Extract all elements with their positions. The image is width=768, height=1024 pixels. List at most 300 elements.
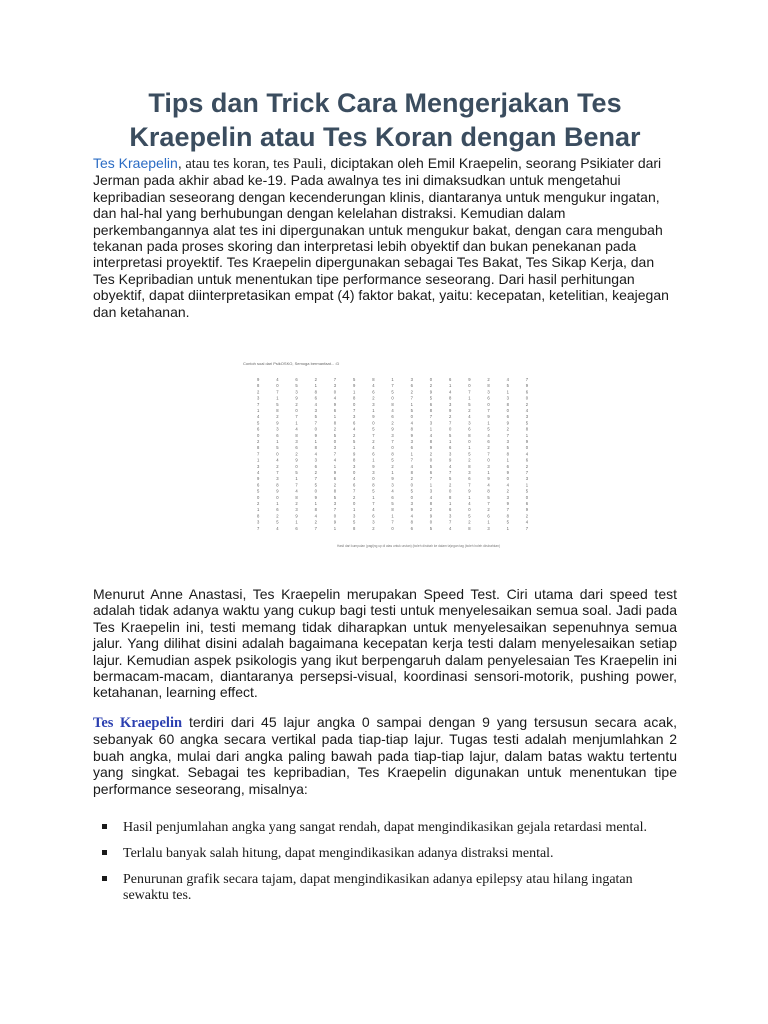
digit-cell: 6 <box>257 482 260 488</box>
sample-sheet-graphic <box>241 355 533 551</box>
digit-cell: 7 <box>391 519 394 525</box>
performance-indicator-list <box>93 820 677 904</box>
digit-cell: 0 <box>468 439 471 444</box>
digit-cell: 6 <box>525 389 529 395</box>
digit-cell: 7 <box>429 414 433 420</box>
bullet-square-icon <box>102 824 107 829</box>
digit-cell: 3 <box>372 519 375 525</box>
digit-cell: 3 <box>353 414 356 420</box>
list-item-text: Penurunan grafik secara tajam, dapat mengindikasikan adanya epilepsy atau hilang ingatan sewaktu tes. <box>123 872 633 903</box>
digit-cell: 1 <box>314 501 317 506</box>
digit-cell: 3 <box>295 439 298 444</box>
digit-cell: 2 <box>314 377 317 382</box>
figure-header-text: Contoh soal dari PsikOSKO, Semoga bermanfaat... :D <box>243 361 340 366</box>
digit-cell: 2 <box>391 420 394 426</box>
digit-cell: 9 <box>468 488 471 494</box>
digit-cell: 7 <box>391 383 394 389</box>
digit-cell: 1 <box>333 414 337 420</box>
digit-cell: 1 <box>295 420 298 426</box>
digit-cell: 3 <box>372 470 375 475</box>
digit-cell: 7 <box>353 488 356 494</box>
digit-cell: 4 <box>487 482 490 488</box>
digit-cell: 3 <box>410 377 413 382</box>
digit-cell: 1 <box>391 377 394 382</box>
digit-cell: 7 <box>449 519 452 525</box>
digit-cell: 7 <box>525 470 529 475</box>
digit-cell: 1 <box>506 525 509 531</box>
digit-cell: 9 <box>276 420 279 426</box>
digit-cell: 5 <box>506 519 509 525</box>
digit-cell: 5 <box>276 519 279 525</box>
digit-cell: 4 <box>276 377 279 382</box>
list-item <box>93 820 668 836</box>
digit-cell: 1 <box>372 457 375 463</box>
digit-cell: 3 <box>506 439 509 444</box>
digit-cell: 0 <box>449 488 452 494</box>
digit-cell: 0 <box>372 420 375 426</box>
digit-cell: 1 <box>487 420 490 426</box>
digit-column <box>507 377 510 531</box>
digit-cell: 6 <box>487 395 490 401</box>
digit-cell: 2 <box>506 426 509 432</box>
digit-cell: 2 <box>333 482 337 488</box>
digit-cell: 5 <box>487 494 490 500</box>
digit-cell: 2 <box>276 513 279 519</box>
digit-cell: 0 <box>353 501 356 506</box>
digit-cell: 8 <box>468 525 471 531</box>
digit-cell: 6 <box>525 457 529 463</box>
digit-cell: 4 <box>276 525 279 531</box>
digit-cell: 0 <box>276 494 279 500</box>
digit-cell: 3 <box>525 476 529 482</box>
digit-cell: 0 <box>525 494 529 500</box>
digit-cell: 8 <box>410 519 413 525</box>
digit-cell: 0 <box>410 482 413 488</box>
digit-cell: 2 <box>276 463 279 469</box>
digit-cell: 0 <box>257 432 260 438</box>
digit-cell: 7 <box>257 525 260 531</box>
digit-cell: 6 <box>314 395 317 401</box>
digit-cell: 1 <box>487 519 490 525</box>
digit-cell: 8 <box>410 426 413 432</box>
digit-cell: 9 <box>333 401 337 407</box>
digit-cell: 6 <box>410 383 413 389</box>
digit-cell: 0 <box>372 476 375 482</box>
digit-cell: 4 <box>353 426 356 432</box>
digit-cell: 2 <box>372 395 375 401</box>
digit-cell: 2 <box>410 476 413 482</box>
digit-cell: 8 <box>525 426 529 432</box>
digit-cell: 1 <box>506 457 509 463</box>
digit-cell: 3 <box>468 420 471 426</box>
digit-cell: 9 <box>525 439 529 444</box>
digit-cell: 8 <box>468 463 471 469</box>
digit-cell: 8 <box>468 432 471 438</box>
digit-cell: 6 <box>410 445 413 451</box>
bullet-square-icon <box>102 850 107 855</box>
digit-cell: 1 <box>468 494 471 500</box>
digit-cell: 0 <box>353 401 356 407</box>
digit-cell: 1 <box>257 507 260 513</box>
digit-cell: 2 <box>429 451 433 457</box>
digit-cell: 2 <box>487 445 490 451</box>
tes-kraepelin-bold-link[interactable]: Tes Kraepelin <box>93 715 183 731</box>
digit-column <box>295 377 298 531</box>
digit-cell: 8 <box>276 482 279 488</box>
tes-kraepelin-link[interactable]: Tes Kraepelin <box>93 155 178 171</box>
digit-cell: 9 <box>295 395 298 401</box>
digit-cell: 3 <box>314 408 317 413</box>
digit-column <box>468 377 471 531</box>
digit-cell: 6 <box>257 426 260 432</box>
digit-cell: 6 <box>449 507 452 513</box>
digit-cell: 1 <box>468 445 471 451</box>
digit-cell: 0 <box>410 494 413 500</box>
digit-cell: 5 <box>429 395 433 401</box>
digit-cell: 9 <box>506 501 509 506</box>
digit-cell: 3 <box>295 389 298 395</box>
digit-cell: 5 <box>391 389 394 395</box>
digit-cell: 4 <box>525 451 529 457</box>
digit-cell: 6 <box>295 525 298 531</box>
digit-cell: 9 <box>449 457 452 463</box>
digit-cell: 2 <box>468 408 471 413</box>
digit-cell: 6 <box>525 501 529 506</box>
digit-cell: 9 <box>314 432 317 438</box>
digit-cell: 9 <box>410 507 413 513</box>
digit-cell: 0 <box>449 426 452 432</box>
digit-cell: 4 <box>410 463 413 469</box>
digit-cell: 1 <box>353 389 356 395</box>
digit-cell: 5 <box>468 451 471 457</box>
digit-cell: 7 <box>257 451 260 457</box>
digit-cell: 9 <box>391 476 394 482</box>
digit-cell: 7 <box>506 432 509 438</box>
digit-cell: 7 <box>353 408 356 413</box>
digit-cell: 2 <box>429 507 433 513</box>
digit-cell: 3 <box>410 501 413 506</box>
digit-cell: 7 <box>333 451 337 457</box>
digit-cell: 4 <box>257 414 260 420</box>
digit-cell: 6 <box>468 426 471 432</box>
digit-cell: 0 <box>314 488 317 494</box>
digit-column <box>315 377 318 531</box>
digit-cell: 8 <box>429 408 433 413</box>
digit-cell: 1 <box>525 432 529 438</box>
digit-cell: 5 <box>276 401 279 407</box>
digit-cell: 3 <box>525 414 529 420</box>
digit-cell: 9 <box>506 420 509 426</box>
digit-cell: 2 <box>468 457 471 463</box>
digit-cell: 8 <box>506 513 509 519</box>
digit-cell: 4 <box>468 414 471 420</box>
kraepelin-test-sample-image <box>241 355 533 551</box>
digit-cell: 3 <box>429 488 433 494</box>
digit-cell: 8 <box>333 420 337 426</box>
digit-cell: 1 <box>525 482 529 488</box>
digit-cell: 9 <box>295 457 298 463</box>
digit-cell: 6 <box>487 439 490 444</box>
list-item-text: Hasil penjumlahan angka yang sangat rendah, dapat mengindikasikan gejala retardasi mental. <box>123 820 648 835</box>
digit-cell: 3 <box>333 501 337 506</box>
digit-cell: 0 <box>410 414 413 420</box>
digit-cell: 1 <box>429 482 433 488</box>
digit-cell: 5 <box>372 488 375 494</box>
digit-cell: 0 <box>333 439 337 444</box>
digit-column <box>430 377 433 531</box>
digit-cell: 8 <box>391 401 394 407</box>
digit-cell: 3 <box>372 401 375 407</box>
digit-cell: 4 <box>391 488 394 494</box>
intro-paragraph <box>93 155 677 320</box>
digit-cell: 5 <box>506 383 509 389</box>
digit-cell: 2 <box>257 439 260 444</box>
digit-cell: 1 <box>333 463 337 469</box>
digit-cell: 4 <box>314 513 317 519</box>
digit-cell: 1 <box>353 445 356 451</box>
digit-cell: 7 <box>295 414 298 420</box>
digit-cell: 5 <box>506 445 509 451</box>
digit-cell: 3 <box>449 401 452 407</box>
digit-cell: 8 <box>372 482 375 488</box>
digit-cell: 5 <box>333 432 337 438</box>
digit-cell: 6 <box>353 482 356 488</box>
digit-cell: 2 <box>506 488 509 494</box>
digit-cell: 1 <box>487 470 490 475</box>
digit-cell: 9 <box>525 507 529 513</box>
digit-cell: 2 <box>353 494 356 500</box>
digit-cell: 6 <box>449 445 452 451</box>
digit-cell: 5 <box>295 470 298 475</box>
digit-cell: 3 <box>314 457 317 463</box>
digit-cell: 7 <box>314 525 317 531</box>
digit-cell: 3 <box>333 445 337 451</box>
digit-cell: 7 <box>314 420 317 426</box>
digit-cell: 2 <box>468 519 471 525</box>
digit-cell: 5 <box>525 488 529 494</box>
digit-cell: 5 <box>449 476 452 482</box>
digit-cell: 8 <box>257 445 260 451</box>
digit-cell: 8 <box>487 383 490 389</box>
digit-cell: 6 <box>410 525 413 531</box>
digit-cell: 5 <box>449 432 452 438</box>
digit-cell: 9 <box>506 470 509 475</box>
digit-cell: 7 <box>295 482 298 488</box>
digit-cell: 6 <box>449 377 452 382</box>
digit-cell: 7 <box>372 501 375 506</box>
digit-cell: 1 <box>506 389 509 395</box>
digit-cell: 9 <box>276 488 279 494</box>
digit-cell: 2 <box>429 383 433 389</box>
digit-cell: 7 <box>468 482 471 488</box>
digit-cell: 8 <box>333 488 337 494</box>
digit-cell: 4 <box>449 463 452 469</box>
digit-cell: 6 <box>487 513 490 519</box>
digit-cell: 0 <box>314 426 317 432</box>
digit-cell: 2 <box>295 451 298 457</box>
digit-cell: 9 <box>333 470 337 475</box>
digit-cell: 2 <box>372 525 375 531</box>
digit-cell: 9 <box>372 414 375 420</box>
digit-column <box>334 377 337 531</box>
digit-cell: 7 <box>506 507 509 513</box>
digit-cell: 8 <box>257 513 260 519</box>
digit-cell: 3 <box>429 420 433 426</box>
digit-cell: 2 <box>449 414 452 420</box>
digit-cell: 7 <box>487 501 490 506</box>
bullet-square-icon <box>102 876 107 881</box>
digit-cell: 5 <box>391 457 394 463</box>
digit-cell: 4 <box>276 457 279 463</box>
digit-cell: 1 <box>276 395 279 401</box>
digit-cell: 8 <box>314 389 317 395</box>
digit-cell: 8 <box>314 445 317 451</box>
digit-cell: 4 <box>410 513 413 519</box>
digit-cell: 8 <box>314 507 317 513</box>
digit-cell: 4 <box>333 457 337 463</box>
digit-cell: 3 <box>257 519 260 525</box>
digit-column <box>353 377 356 531</box>
digit-cell: 6 <box>353 420 356 426</box>
digit-cell: 8 <box>449 494 452 500</box>
digit-cell: 1 <box>429 426 433 432</box>
digit-cell: 8 <box>410 470 413 475</box>
digit-cell: 0 <box>429 457 433 463</box>
digit-cell: 1 <box>314 383 317 389</box>
digit-cell: 4 <box>314 451 317 457</box>
digit-cell: 2 <box>257 389 260 395</box>
digit-cell: 1 <box>276 439 279 444</box>
structure-body-text: terdiri dari 45 lajur angka 0 sampai dengan 9 yang tersusun secara acak, sebanyak 60 angka secara vertikal pada tiap-tiap lajur. Tugas testi adalah menjumlahkan 2 buah angka, mulai dari angka paling bawah pada tiap-tiap lajur, dalam batas waktu tertentu yang singkat. Sebagai tes kepribadian, Tes Kraepelin digunakan untuk menentukan tipe performance seseorang, misalnya: <box>93 714 677 797</box>
digit-cell: 3 <box>487 463 490 469</box>
digit-cell: 9 <box>410 432 413 438</box>
digit-cell: 8 <box>353 525 356 531</box>
digit-cell: 3 <box>487 525 490 531</box>
digit-cell: 7 <box>525 525 529 531</box>
digit-cell: 1 <box>295 519 298 525</box>
digit-cell: 4 <box>295 426 298 432</box>
digit-cell: 9 <box>257 377 260 382</box>
digit-cell: 2 <box>276 414 279 420</box>
digit-cell: 0 <box>468 383 471 389</box>
digit-cell: 0 <box>353 470 356 475</box>
digit-cell: 5 <box>333 494 337 500</box>
digit-cell: 6 <box>429 401 433 407</box>
digit-cell: 4 <box>333 395 337 401</box>
digit-cell: 8 <box>487 488 490 494</box>
digit-cell: 7 <box>257 401 260 407</box>
digit-cell: 4 <box>525 519 529 525</box>
digit-cell: 1 <box>372 494 375 500</box>
digit-cell: 1 <box>410 401 413 407</box>
digit-cell: 1 <box>257 408 260 413</box>
digit-cell: 3 <box>353 513 356 519</box>
digit-column <box>487 377 490 531</box>
digit-cell: 7 <box>449 420 452 426</box>
digit-cell: 5 <box>257 420 260 426</box>
digit-cell: 3 <box>295 507 298 513</box>
digit-cell: 8 <box>295 432 298 438</box>
digit-cell: 7 <box>276 470 279 475</box>
digit-cell: 2 <box>333 426 337 432</box>
digit-cell: 3 <box>391 432 394 438</box>
digit-cell: 7 <box>391 439 394 444</box>
digit-cell: 4 <box>295 488 298 494</box>
digit-cell: 2 <box>525 401 529 407</box>
digit-cell: 3 <box>449 451 452 457</box>
list-item <box>93 872 668 904</box>
digit-cell: 3 <box>506 395 509 401</box>
digit-cell: 9 <box>429 513 433 519</box>
digit-cell: 4 <box>449 525 452 531</box>
digit-cell: 4 <box>372 445 375 451</box>
digit-cell: 2 <box>391 463 394 469</box>
figure-caption: Hasil dari kumpulan (pagi|ng up di atas untuk urutan) (boleh dirubah ke dalam ta)ngan tag (boleh boleh dirubahkan) <box>337 544 500 548</box>
digit-cell: 6 <box>276 432 279 438</box>
digit-cell: 5 <box>429 525 433 531</box>
intro-comma: , <box>177 155 182 171</box>
digit-cell: 5 <box>410 488 413 494</box>
digit-cell: 7 <box>333 377 337 382</box>
digit-cell: 2 <box>487 377 490 382</box>
digit-cell: 0 <box>276 383 279 389</box>
digit-cell: 2 <box>314 470 317 475</box>
digit-cell: 7 <box>410 395 413 401</box>
digit-cell: 4 <box>391 408 394 413</box>
digit-cell: 4 <box>257 470 260 475</box>
digit-cell: 0 <box>506 408 509 413</box>
digit-cell: 0 <box>429 519 433 525</box>
digit-cell: 6 <box>372 451 375 457</box>
digit-cell: 2 <box>372 439 375 444</box>
digit-cell: 9 <box>353 451 356 457</box>
digit-column <box>449 377 452 531</box>
digit-cell: 7 <box>276 389 279 395</box>
digit-column <box>276 377 279 531</box>
digit-cell: 2 <box>353 432 356 438</box>
digit-cell: 8 <box>506 451 509 457</box>
digit-cell: 8 <box>391 507 394 513</box>
digit-cell: 1 <box>276 501 279 506</box>
speed-test-paragraph: Menurut Anne Anastasi, Tes Kraepelin merupakan Speed Test. Ciri utama dari speed test adalah tidak adanya waktu yang cukup bagi testi untuk menyelesaikan semua soal. Jadi pada Tes Kraepelin ini, testi memang tidak diharapkan untuk menyelesaikan sepenuhnya semua jalur. Yang dilihat disini adalah bagaimana kecepatan kerja testi dalam menyelesaikan setiap lajur. Kemudian aspek psikologis yang ikut berpengaruh dalam penyelesaian Tes Kraepelin ini bermacam-macam, diantaranya persepsi-visual, koordinasi sensori-motorik, pushing power, ketahanan, learning effect. <box>93 586 677 701</box>
digit-cell: 9 <box>353 383 356 389</box>
digit-column <box>526 377 529 531</box>
digit-cell: 7 <box>487 451 490 457</box>
digit-cell: 6 <box>314 463 317 469</box>
digit-cell: 4 <box>468 501 471 506</box>
digit-cell: 6 <box>506 414 509 420</box>
digit-cell: 9 <box>429 389 433 395</box>
digit-cell: 2 <box>525 513 529 519</box>
digit-cell: 2 <box>314 519 317 525</box>
digit-cell: 1 <box>257 457 260 463</box>
list-item-text: Terlalu banyak salah hitung, dapat mengindikasikan adanya distraksi mental. <box>123 846 554 861</box>
digit-cell: 6 <box>372 389 375 395</box>
digit-cell: 4 <box>429 432 433 438</box>
digit-cell: 5 <box>410 408 413 413</box>
digit-cell: 8 <box>391 451 394 457</box>
digit-cell: 5 <box>353 439 356 444</box>
digit-cell: 0 <box>333 513 337 519</box>
digit-cell: 1 <box>391 513 394 519</box>
digit-cell: 0 <box>429 377 433 382</box>
digit-cell: 4 <box>525 408 529 413</box>
digit-cell: 3 <box>257 395 260 401</box>
digit-cell: 9 <box>295 513 298 519</box>
digit-cell: 1 <box>295 476 298 482</box>
digit-cell: 3 <box>333 383 337 389</box>
digit-cell: 2 <box>295 401 298 407</box>
